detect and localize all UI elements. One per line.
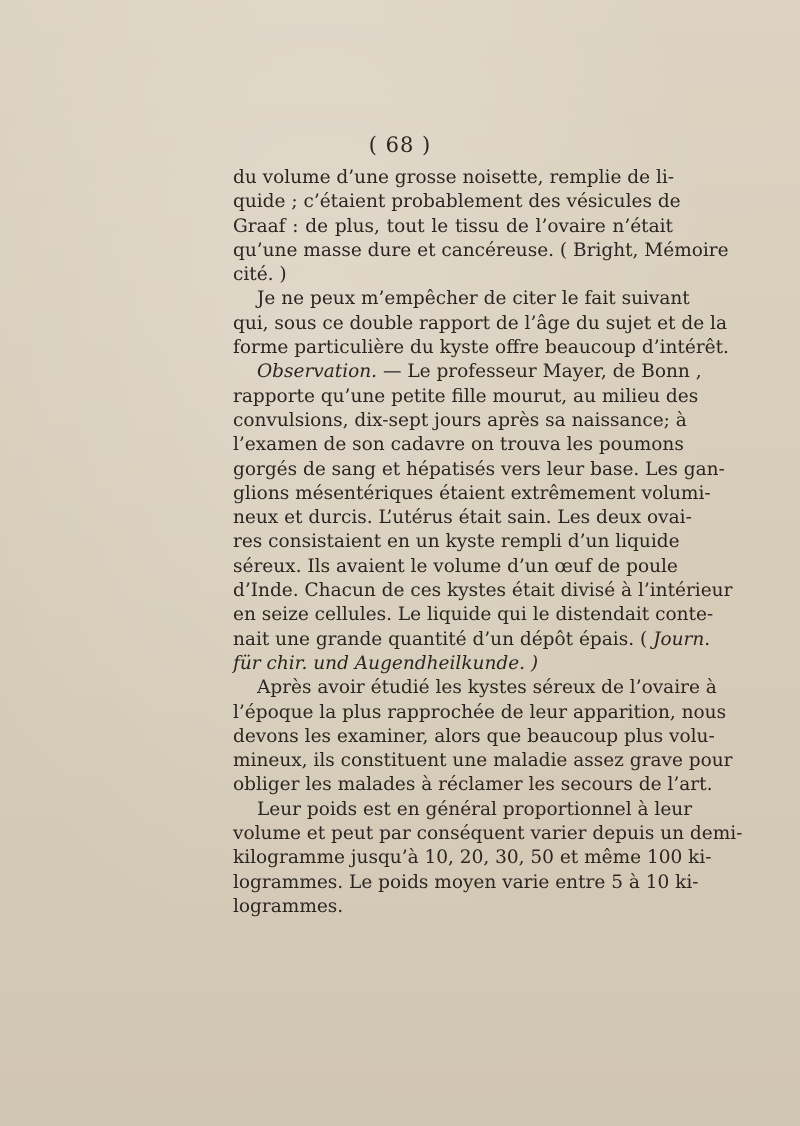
italic-lead: Observation. [257, 361, 378, 383]
text-line [233, 798, 693, 822]
text-line [233, 166, 673, 190]
line-text: devons les examiner, alors que beaucoup plus volu- [233, 725, 715, 747]
line-text: res consistaient en un kyste rempli d’un liquide [233, 531, 680, 553]
line-text: rapporte qu’une petite fille mourut, au milieu des [233, 385, 699, 407]
text-line [233, 773, 713, 797]
text-line [233, 506, 692, 530]
line-text: Je ne peux m’empêcher de citer le fait suivant [257, 288, 690, 310]
text-line [233, 336, 729, 360]
line-text: neux et durcis. L’utérus était sain. Les deux ovai- [233, 507, 692, 529]
text-line [233, 385, 699, 409]
text-line [233, 263, 673, 287]
text-line [233, 579, 733, 603]
line-text: glions mésentériques étaient extrêmement volumi- [233, 482, 711, 504]
line-text: convulsions, dix-sept jours après sa naissance; à [233, 409, 687, 431]
line-text: l’examen de son cadavre on trouva les poumons [233, 434, 684, 456]
text-line [233, 409, 687, 433]
text-line [233, 846, 712, 870]
line-text: forme particulière du kyste offre beaucoup d’intérêt. [233, 337, 729, 359]
line-text: — Le professeur Mayer, de Bonn , [382, 361, 702, 383]
text-line [233, 822, 743, 846]
line-text: obliger les malades à réclamer les secours de l’art. [233, 774, 713, 796]
line-text: logrammes. Le poids moyen varie entre 5 à 10 ki- [233, 871, 699, 893]
page-number: ( 68 ) [368, 133, 432, 157]
text-line [233, 530, 680, 554]
line-text: Leur poids est en général proportionnel à leur [257, 798, 693, 820]
body-text [233, 166, 743, 919]
line-text: nait une grande quantité d’un dépôt épais. ( [233, 628, 648, 650]
line-text: qui, sous ce double rapport de l’âge du sujet et de la [233, 312, 727, 334]
line-text: séreux. Ils avaient le volume d’un œuf de poule [233, 555, 678, 577]
text-line [233, 701, 727, 725]
line-text: d’Inde. Chacun de ces kystes était divisé à l’intérieur [233, 580, 733, 602]
text-line [233, 676, 717, 700]
line-text: mineux, ils constituent une maladie assez grave pour [233, 750, 733, 772]
text-line [233, 239, 729, 263]
line-text: qu’une masse dure et cancéreuse. ( Bright, Mémoire [233, 239, 729, 261]
line-text: en seize cellules. Le liquide qui le distendait conte- [233, 604, 714, 626]
text-line [233, 652, 673, 676]
line-text: kilogramme jusqu’à 10, 20, 30, 50 et même 100 ki- [233, 847, 712, 869]
text-line [233, 603, 714, 627]
text-line [233, 215, 673, 239]
line-text: l’époque la plus rapprochée de leur apparition, nous [233, 701, 727, 723]
line-text: cité. ) [233, 264, 287, 286]
line-text: für chir. und Augendheilkunde. ) [233, 652, 539, 674]
line-text: gorgés de sang et hépatisés vers leur base. Les gan- [233, 458, 725, 480]
text-line [233, 360, 702, 384]
line-text: logrammes. [233, 895, 344, 917]
text-line [233, 458, 725, 482]
text-line [233, 749, 733, 773]
line-text: quide ; c’étaient probablement des vésicules de [233, 191, 681, 213]
text-line [233, 433, 684, 457]
text-line [233, 555, 678, 579]
text-line [233, 312, 727, 336]
line-text: Graaf : de plus, tout le tissu de l’ovaire n’était [233, 215, 673, 237]
line-text: du volume d’une grosse noisette, remplie de li- [233, 167, 675, 188]
text-line [233, 190, 681, 214]
line-text: Après avoir étudié les kystes séreux de l’ovaire à [257, 677, 717, 699]
italic-trail: Journ. [653, 628, 711, 650]
text-line [233, 287, 690, 311]
text-line [233, 871, 699, 895]
text-line [233, 628, 711, 652]
text-line [233, 725, 715, 749]
text-line [233, 482, 711, 506]
line-text: volume et peut par conséquent varier depuis un demi- [233, 823, 743, 845]
text-line [233, 895, 673, 919]
